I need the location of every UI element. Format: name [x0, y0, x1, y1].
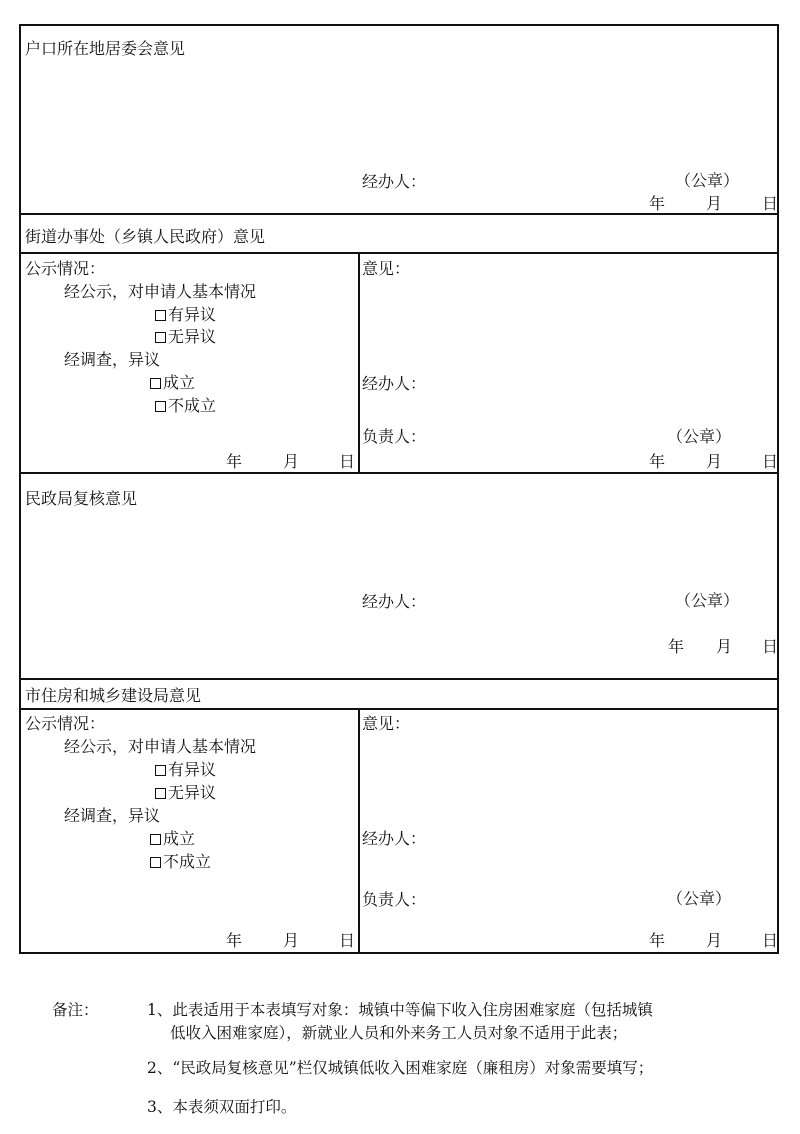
section1-date-year: 年 [649, 194, 666, 213]
section3-seal-label: （公章） [675, 591, 740, 610]
section2-right-date-month: 月 [706, 452, 723, 471]
section1-date-month: 月 [706, 194, 723, 213]
section2-seal-label: （公章） [667, 427, 732, 446]
section2-option-invalid[interactable] [155, 396, 216, 416]
section4-option-valid-label: 成立 [163, 829, 196, 848]
section4-responsible-label: 负责人： [362, 890, 427, 909]
section4-right-date-day: 日 [762, 931, 779, 950]
checkbox-objection[interactable] [155, 765, 166, 776]
section4-left-date-month: 月 [283, 931, 300, 950]
section2-option-no-objection[interactable] [155, 327, 216, 347]
section3-handler-label: 经办人： [362, 592, 427, 611]
section2-left-date-year: 年 [226, 452, 243, 471]
section2-responsible-label: 负责人： [362, 427, 427, 446]
section1-title: 户口所在地居委会意见 [25, 39, 186, 58]
section4-handler-label: 经办人： [362, 829, 427, 848]
divider-section2-columns [358, 252, 360, 472]
section2-title: 街道办事处（乡镇人民政府）意见 [25, 227, 266, 246]
section2-option-no-objection-label: 无异议 [168, 327, 217, 346]
section4-seal-label: （公章） [667, 889, 732, 908]
section4-publicity-label: 公示情况： [25, 714, 106, 733]
divider-section2-title [21, 252, 777, 254]
section3-date-month: 月 [716, 637, 733, 656]
section4-option-objection[interactable] [155, 760, 216, 780]
section4-opinion-label: 意见： [362, 714, 411, 733]
section2-option-valid-label: 成立 [163, 373, 196, 392]
section2-option-objection-label: 有异议 [168, 305, 217, 324]
section4-option-invalid[interactable] [150, 852, 211, 872]
section2-left-date-month: 月 [283, 452, 300, 471]
section1-handler-label: 经办人： [362, 172, 427, 191]
checkbox-valid[interactable] [150, 378, 161, 389]
section2-publicity-label: 公示情况： [25, 259, 106, 278]
section2-investigation-line: 经调查，异议 [64, 350, 161, 369]
checkbox-no-objection[interactable] [155, 788, 166, 799]
checkbox-no-objection[interactable] [155, 332, 166, 343]
section2-left-date-day: 日 [339, 452, 356, 471]
section3-date-year: 年 [668, 637, 685, 656]
section2-opinion-label: 意见： [362, 259, 411, 278]
section2-option-invalid-label: 不成立 [168, 396, 217, 415]
section1-date-day: 日 [762, 194, 779, 213]
section2-option-valid[interactable] [150, 373, 195, 393]
divider-section4-columns [358, 708, 360, 954]
notes-item2: 2、“民政局复核意见”栏仅城镇低收入困难家庭（廉租房）对象需要填写； [147, 1059, 654, 1077]
section4-option-no-objection[interactable] [155, 783, 216, 803]
section4-option-no-objection-label: 无异议 [168, 783, 217, 802]
notes-label: 备注： [52, 1001, 99, 1019]
section4-option-valid[interactable] [150, 829, 195, 849]
section4-right-date-year: 年 [649, 931, 666, 950]
section2-publicity-line: 经公示，对申请人基本情况 [64, 282, 257, 301]
divider-section3-bottom [21, 678, 777, 680]
section4-title: 市住房和城乡建设局意见 [25, 686, 202, 705]
notes-item3: 3、本表须双面打印。 [147, 1098, 297, 1116]
notes-item1-line1: 1、此表适用于本表填写对象：城镇中等偏下收入住房困难家庭（包括城镇 [147, 1001, 653, 1019]
section4-investigation-line: 经调查，异议 [64, 806, 161, 825]
section3-title: 民政局复核意见 [25, 489, 138, 508]
section4-right-date-month: 月 [706, 931, 723, 950]
checkbox-invalid[interactable] [150, 857, 161, 868]
section2-right-date-day: 日 [762, 452, 779, 471]
section4-option-objection-label: 有异议 [168, 760, 217, 779]
divider-section4-title [21, 708, 777, 710]
section2-option-objection[interactable] [155, 305, 216, 325]
section4-option-invalid-label: 不成立 [163, 852, 212, 871]
checkbox-objection[interactable] [155, 310, 166, 321]
section3-date-day: 日 [762, 637, 779, 656]
section1-seal-label: （公章） [675, 171, 740, 190]
section2-handler-label: 经办人： [362, 374, 427, 393]
section2-right-date-year: 年 [649, 452, 666, 471]
section4-publicity-line: 经公示，对申请人基本情况 [64, 737, 257, 756]
divider-section2-bottom [21, 472, 777, 474]
approval-form-table [19, 24, 779, 954]
checkbox-valid[interactable] [150, 834, 161, 845]
section4-left-date-year: 年 [226, 931, 243, 950]
checkbox-invalid[interactable] [155, 401, 166, 412]
section4-left-date-day: 日 [339, 931, 356, 950]
notes-item1-line2: 低收入困难家庭），新就业人员和外来务工人员对象不适用于此表； [170, 1024, 628, 1042]
